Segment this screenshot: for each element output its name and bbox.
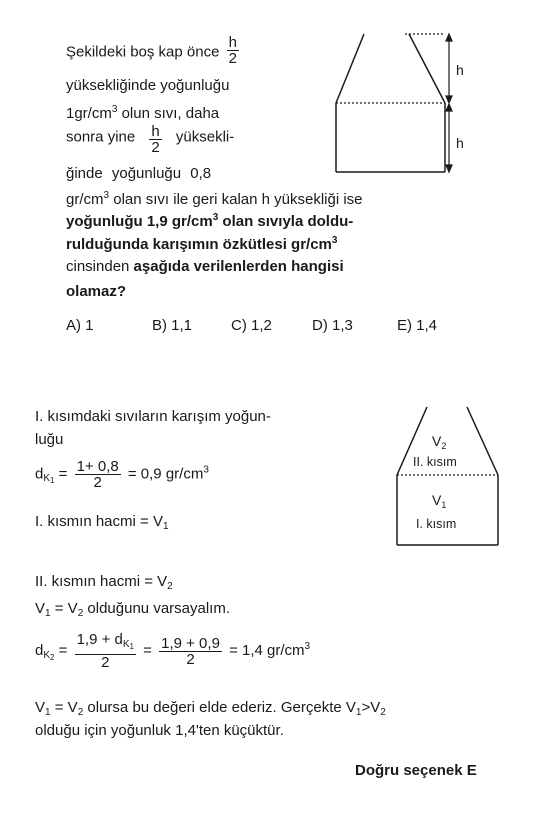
- container-2-outline: [397, 407, 498, 545]
- question-line-1: Şekildeki boş kap önce $\frac{h}{2}$: [66, 34, 237, 67]
- answer-label: Doğru seçenek E: [355, 762, 477, 779]
- v2-label: $V_2$: [432, 433, 447, 451]
- question-line-7: yoğunluğu 1,9 $gr/cm^3$ olan sıvıyla doldu-: [66, 212, 354, 230]
- conclusion-line-2: olduğu için yoğunluk 1,4'ten küçüktür.: [35, 722, 284, 739]
- fraction-k2-numeric: $\frac{1,9 + 0,9}{2}$: [161, 634, 220, 668]
- solution-line-1: I. kısımdaki sıvıların karışım yoğun-: [35, 408, 271, 425]
- part-2-label: II. kısım: [413, 455, 457, 469]
- option-c: C) 1,2: [231, 317, 272, 334]
- solution-line-2: luğu: [35, 431, 64, 448]
- fraction-h-over-2: $\frac{h}{2}$: [151, 123, 160, 156]
- container-figure-1: [0, 0, 550, 200]
- option-d: D) 1,3: [312, 317, 353, 334]
- fraction-k2-symbolic: $\frac{1,9 + d_{K_1}}{2}$: [76, 631, 134, 671]
- question-line-3: $1gr/cm^3$ olun sıvı, daha: [66, 104, 220, 122]
- question-line-10: olamaz?: [66, 283, 127, 300]
- assumption-line: $V_1 = V_2$ olduğunu varsayalım.: [35, 600, 230, 619]
- volume-part-2: II. kısmın hacmi = $V_2$: [35, 573, 173, 592]
- conclusion-line-1: $V_1 = V_2$ olursa bu değeri elde ederiz. Gerçekte $V_1>V_2$: [35, 699, 386, 718]
- option-a: A) 1: [66, 317, 94, 334]
- question-line-8: rulduğunda karışımın özkütlesi $gr/cm^3$: [66, 235, 338, 253]
- question-line-9: cinsinden aşağıda verilenlerden hangisi: [66, 258, 344, 275]
- v1-label: $V_1$: [432, 492, 447, 510]
- option-b: B) 1,1: [152, 317, 193, 334]
- label-h-bottom: h: [456, 135, 464, 151]
- option-e: E) 1,4: [397, 317, 438, 334]
- part-1-label: I. kısım: [416, 517, 457, 531]
- density-k1-equation: $d_{K_1}$ = $\frac{1+ 0,8}{2}$ = 0,9 $gr/cm^3$: [35, 458, 209, 491]
- question-line-6: $gr/cm^3$ olan sıvı ile geri kalan h yüksekliği ise: [66, 190, 363, 208]
- question-line-2: yüksekliğinde yoğunluğu: [66, 77, 230, 94]
- question-line-4: sonra yine $\frac{h}{2}$ yüksekli-: [66, 123, 235, 156]
- fraction-k1: $\frac{1+ 0,8}{2}$: [76, 458, 119, 491]
- dimension-arrows: [446, 34, 452, 172]
- question-line-5: ğinde yoğunluğu 0,8: [66, 165, 212, 182]
- volume-part-1: I. kısmın hacmi = $V_1$: [35, 513, 169, 532]
- density-k2-equation: $d_{K_2}$ = $\frac{1,9 + d_{K_1}}{2}$ = $\frac{1,9 + 0,9}{2}$ = 1,4 $gr/cm^3$: [35, 631, 311, 671]
- label-h-top: h: [456, 62, 464, 78]
- fraction-h-over-2: $\frac{h}{2}$: [228, 34, 237, 67]
